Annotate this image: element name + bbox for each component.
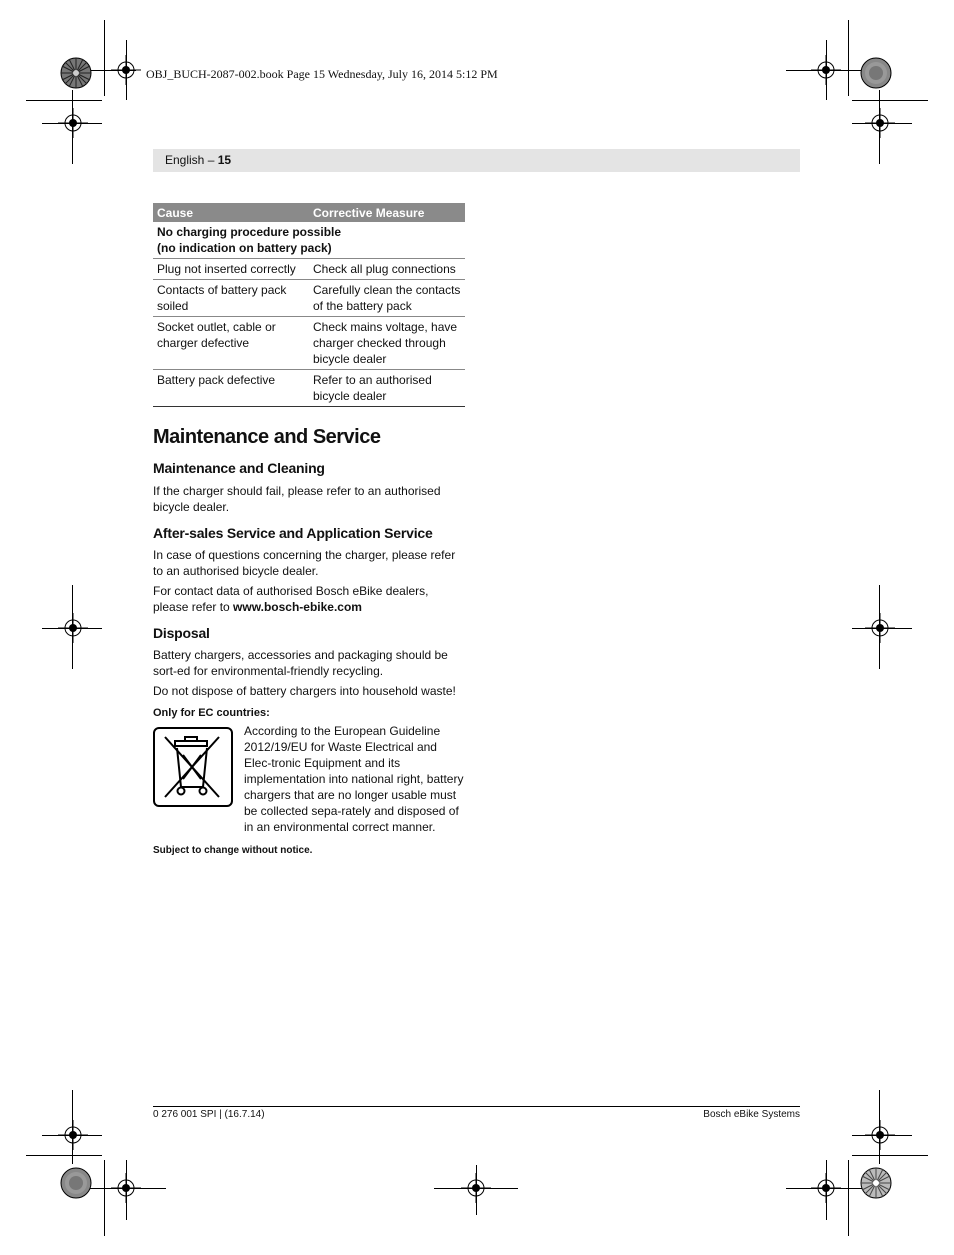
service-text-1: In case of questions concerning the charger, please refer to an authorised bicycle dealer.	[153, 548, 456, 578]
column-header-cause: Cause	[153, 203, 309, 222]
measure-cell: Carefully clean the contacts of the battery pack	[309, 280, 465, 317]
table-row	[153, 280, 465, 317]
table-header-row	[153, 203, 465, 222]
cause-cell: Plug not inserted correctly	[153, 259, 309, 280]
footer-brand: Bosch eBike Systems	[703, 1109, 800, 1120]
table-row	[153, 259, 465, 280]
troubleshooting-table	[153, 203, 465, 407]
page-language: English –	[165, 153, 218, 167]
bosch-ebike-link[interactable]: www.bosch-ebike.com	[233, 600, 362, 614]
ec-countries-label: Only for EC countries:	[153, 707, 270, 719]
measure-cell: Check all plug connections	[309, 259, 465, 280]
table-group-row	[153, 222, 465, 259]
maintenance-heading: Maintenance and Cleaning	[153, 460, 325, 476]
color-swatch-circle-icon	[860, 1167, 892, 1199]
crossed-out-wheelie-bin-icon	[155, 729, 231, 805]
column-header-measure: Corrective Measure	[309, 203, 465, 222]
table-group-title	[153, 222, 465, 259]
measure-cell: Refer to an authorised bicycle dealer	[309, 370, 465, 407]
group-title-line2: (no indication on battery pack)	[157, 241, 332, 255]
color-swatch-circle-icon	[60, 57, 92, 89]
disposal-heading: Disposal	[153, 625, 210, 641]
cause-cell: Contacts of battery pack soiled	[153, 280, 309, 317]
page-header-bar	[153, 149, 800, 172]
change-notice: Subject to change without notice.	[153, 845, 313, 856]
footer-divider	[153, 1106, 800, 1107]
disposal-text-1: Battery chargers, accessories and packaging should be sort-ed for environmental-friendly recycling.	[153, 648, 448, 678]
color-swatch-circle-icon	[60, 1167, 92, 1199]
section-title: Maintenance and Service	[153, 426, 381, 448]
service-text-2-prefix: For contact data of authorised Bosch eBike dealers, please refer to	[153, 584, 429, 614]
file-header: OBJ_BUCH-2087-002.book Page 15 Wednesday, July 16, 2014 5:12 PM	[146, 67, 498, 81]
cause-cell: Battery pack defective	[153, 370, 309, 407]
measure-cell: Check mains voltage, have charger checked through bicycle dealer	[309, 317, 465, 370]
table-row	[153, 317, 465, 370]
service-text-2	[153, 583, 467, 615]
disposal-text-2: Do not dispose of battery chargers into household waste!	[153, 684, 456, 698]
color-swatch-circle-icon	[860, 57, 892, 89]
weee-symbol-frame	[153, 727, 233, 807]
maintenance-text: If the charger should fail, please refer to an authorised bicycle dealer.	[153, 484, 441, 514]
group-title-line1: No charging procedure possible	[157, 225, 342, 239]
table-row	[153, 370, 465, 407]
page-number: 15	[217, 153, 232, 167]
weee-text: According to the European Guideline 2012/19/EU for Waste Electrical and Elec-tronic Equipment and its implementation into national right, battery chargers that are no longer usable must be collected sepa-rately and disposed of in an environmental correct manner.	[244, 724, 464, 834]
cause-cell: Socket outlet, cable or charger defective	[153, 317, 309, 370]
page-header-text	[165, 153, 231, 167]
service-heading: After-sales Service and Application Service	[153, 525, 433, 541]
footer-document-code: 0 276 001 SPI | (16.7.14)	[153, 1109, 265, 1120]
